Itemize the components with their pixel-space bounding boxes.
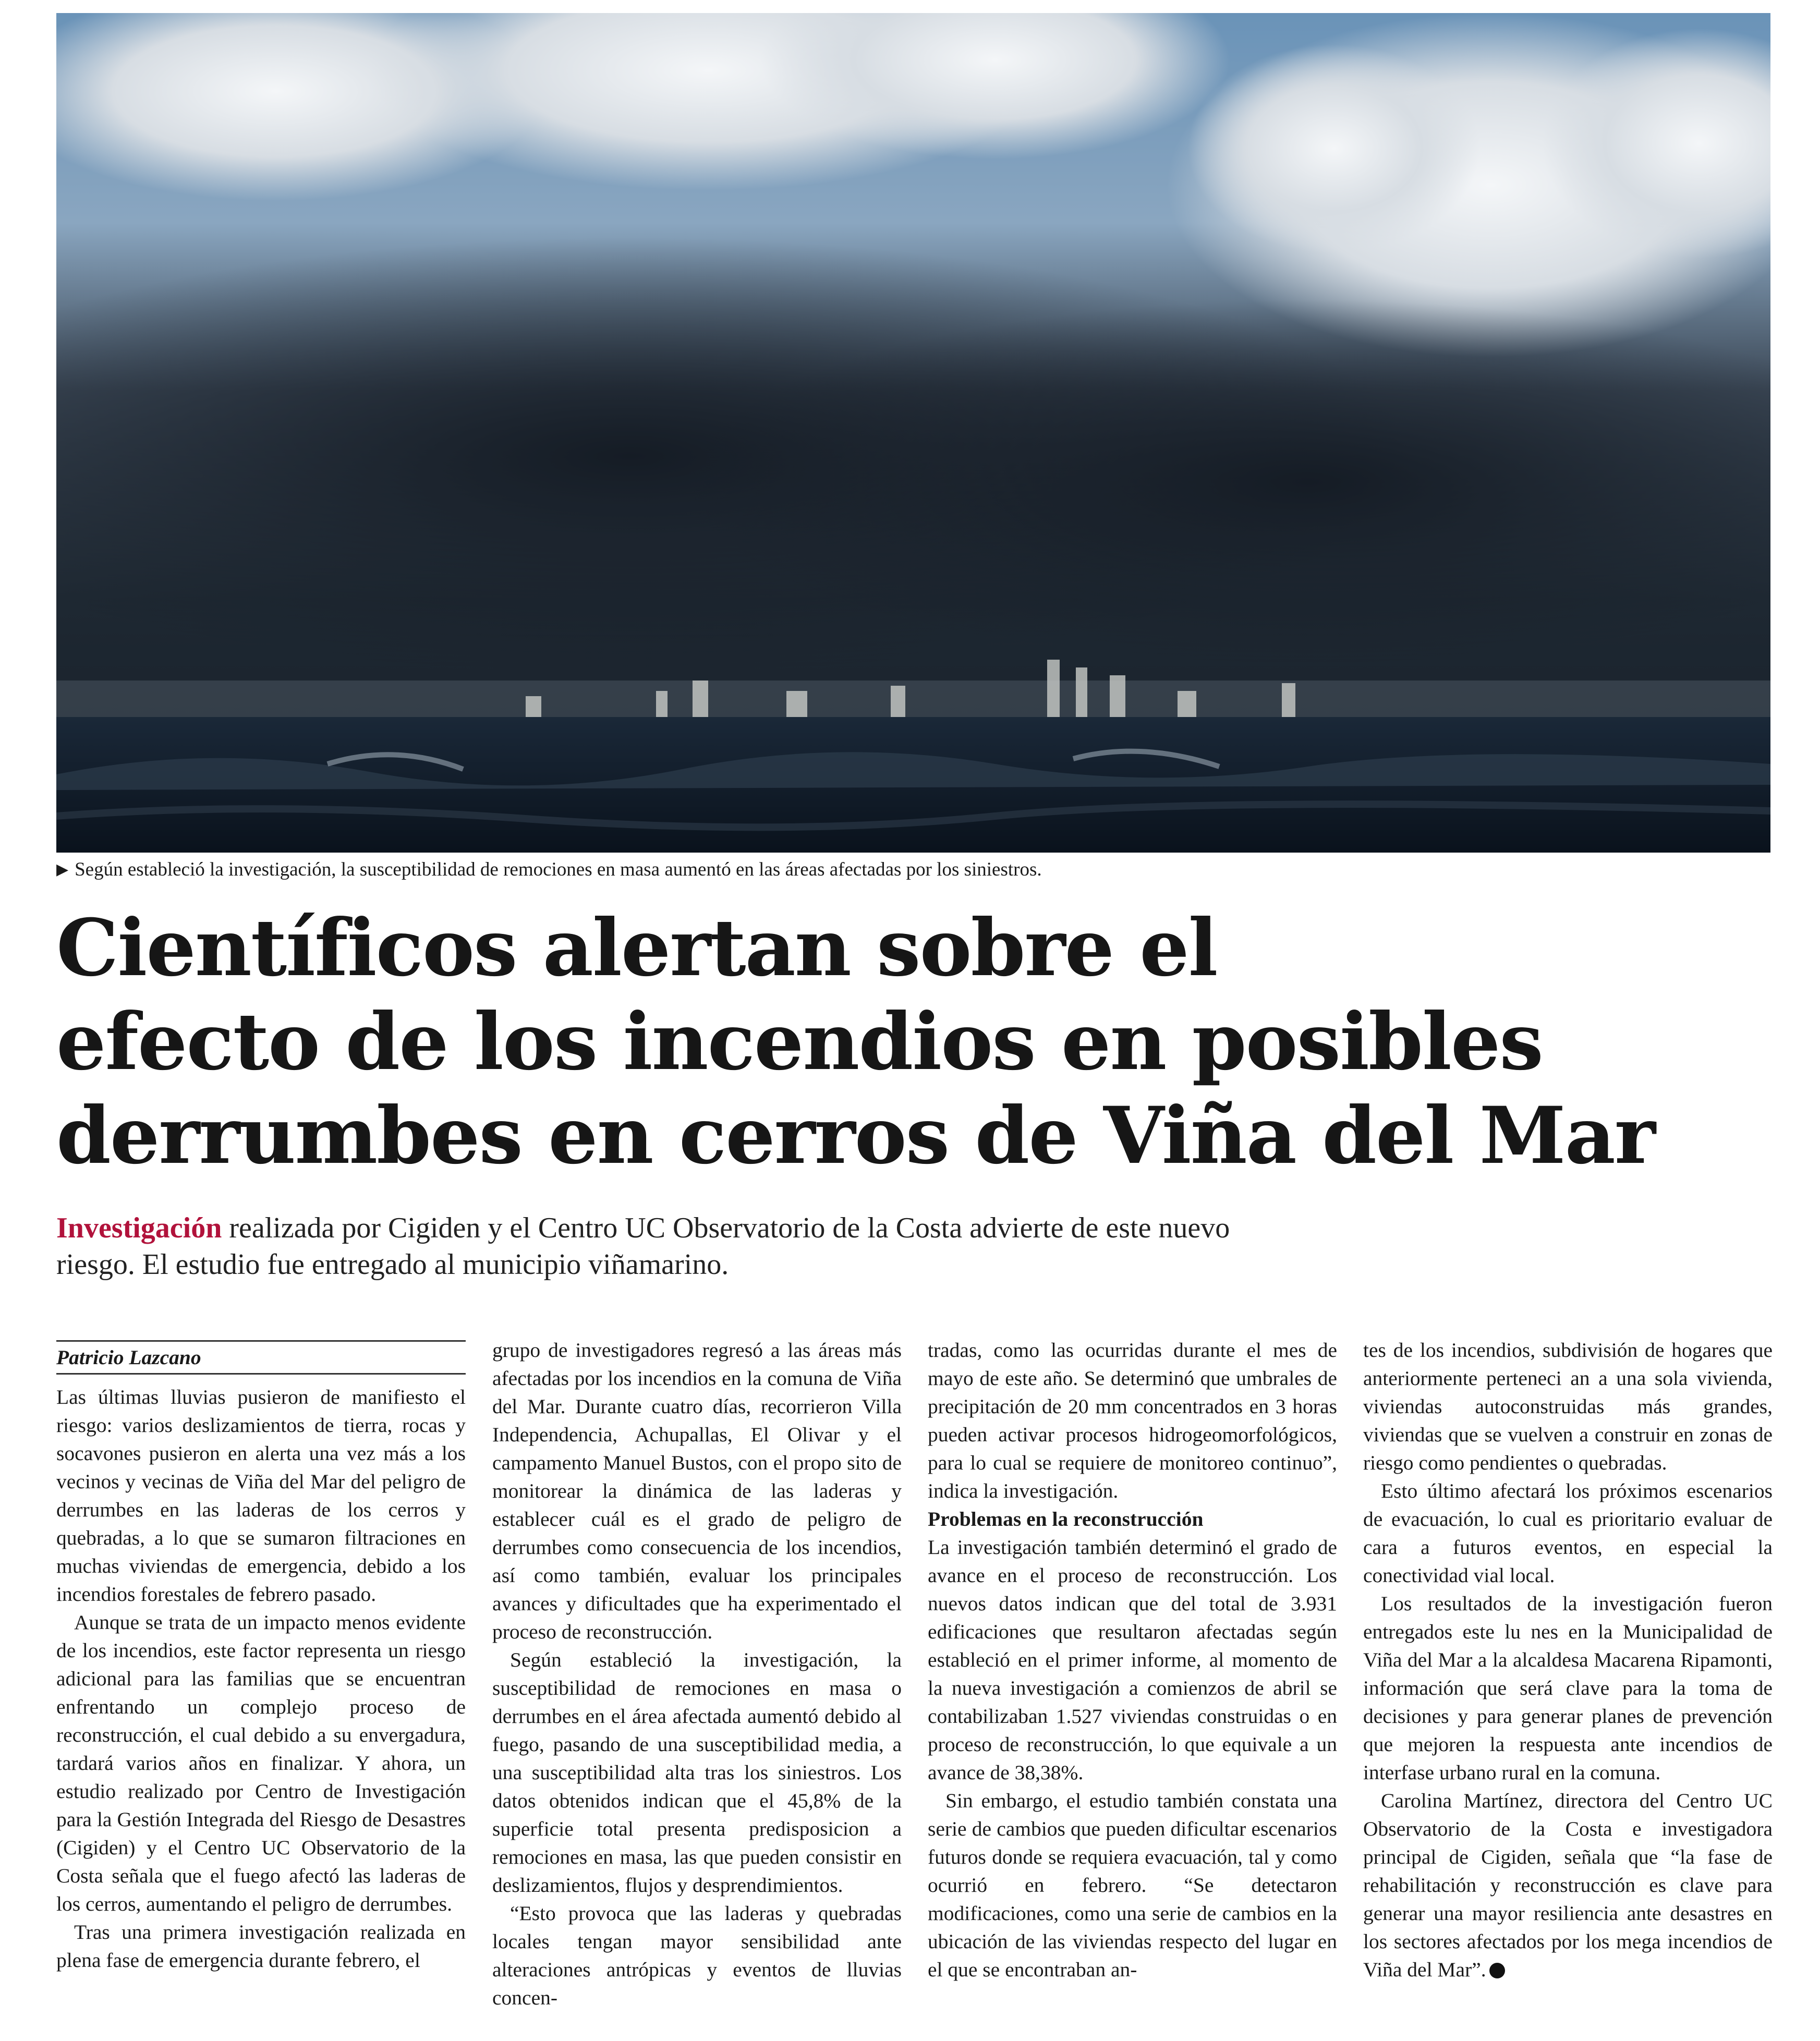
article-column-2 bbox=[492, 1336, 902, 2012]
paragraph: Según estableció la investigación, la susceptibilidad de remociones en masa o derrumbes en el área afectada aumentó debido al fuego, pasando de una susceptibilidad media, a una susceptibilidad alta tras los siniestros. Los datos obtenidos indican que el 45,8% de la superficie total presenta predisposicion a remociones en masa, las que pueden consistir en deslizamientos, flujos y desprendimientos. bbox=[492, 1648, 902, 1897]
end-mark-icon bbox=[1489, 1963, 1505, 1978]
headline-line: efecto de los incendios en posibles bbox=[56, 996, 1543, 1088]
article-column-1 bbox=[56, 1336, 466, 1974]
paragraph: tradas, como las ocurridas durante el mes de mayo de este año. Se determinó que umbrales de precipitación de 20 mm concentrados en 3 horas pueden activar procesos hidrogeomorfológicos, para lo cual se requiere de monitoreo continuo”, indica la investigación. bbox=[928, 1339, 1337, 1502]
caption-text: Según estableció la investigación, la susceptibilidad de remociones en masa aumentó en las áreas afectadas por los siniestros. bbox=[75, 859, 1042, 880]
paragraph-final-text: Carolina Martínez, directora del Centro UC Observatorio de la Costa e investigadora principal de Cigiden, señala que “la fase de rehabilitación y reconstrucción es clave para generar una mayor resiliencia ante desastres en los sectores afectados por los mega incendios de Viña del Mar”. bbox=[1363, 1789, 1773, 1981]
paragraph-final bbox=[1363, 1787, 1773, 1984]
deck-text: realizada por Cigiden y el Centro UC Observatorio de la Costa advierte de este nuevo riesgo. El estudio fue entregado al municipio viñamarino. bbox=[56, 1212, 1230, 1281]
photo-caption bbox=[56, 858, 1770, 882]
paragraph: “Esto provoca que las laderas y quebradas locales tengan mayor sensibilidad ante alteraciones antrópicas y eventos de lluvias concen- bbox=[492, 1902, 902, 2009]
paragraph: Las últimas lluvias pusieron de manifiesto el riesgo: varios deslizamientos de tierra, rocas y socavones pusieron en alerta una vez más a los vecinos y vecinas de Viña del Mar del peligro de derrumbes en las laderas de los cerros y quebradas, a lo que se sumaron filtraciones en muchas viviendas de emergencia, debido a los incendios forestales de febrero pasado. bbox=[56, 1386, 466, 1606]
paragraph: Tras una primera investigación realizada en plena fase de emergencia durante febrero, el bbox=[56, 1921, 466, 1972]
article-photo bbox=[56, 13, 1770, 853]
byline: Patricio Lazcano bbox=[56, 1340, 466, 1375]
paragraph: Aunque se trata de un impacto menos evidente de los incendios, este factor representa un riesgo adicional para las familias que se encuentran enfrentando un complejo proceso de reconstrucción, el cual debido a su envergadura, tardará varios años en finalizar. Y ahora, un estudio realizado por Centro de Investigación para la Gestión Integrada del Riesgo de Desastres (Cigiden) y el Centro UC Observatorio de la Costa señala que el fuego afectó las laderas de los cerros, aumentando el peligro de derrumbes. bbox=[56, 1611, 466, 1915]
article-column-4 bbox=[1363, 1336, 1773, 1984]
headline-line: Científicos alertan sobre el bbox=[56, 902, 1217, 994]
paragraph: Los resultados de la investigación fueron entregados este lu nes en la Municipalidad de Viña del Mar a la alcaldesa Macarena Ripamonti, información que será clave para la toma de decisiones y para generar planes de prevención que mejoren la respuesta ante incendios de interfase urbano rural en la comuna. bbox=[1363, 1592, 1773, 1784]
paragraph: grupo de investigadores regresó a las áreas más afectadas por los incendios en la comuna de Viña del Mar. Durante cuatro días, recorrieron Villa Independencia, Achupallas, El Olivar y el campamento Manuel Bustos, con el propo sito de monitorear la dinámica de las laderas y establecer cuál es el grado de peligro de derrumbes como consecuencia de los incendios, así como también, evaluar los principales avances y dificultades que ha experimentado el proceso de reconstrucción. bbox=[492, 1339, 902, 1643]
paragraph: La investigación también determinó el grado de avance en el proceso de reconstrucción. Los nuevos datos indican que del total de 3.931 edificaciones que resultaron afectadas según estableció en el primer informe, al momento de la nueva investigación a comienzos de abril se contabilizaban 1.527 viviendas construidas o en proceso de reconstrucción, lo que equivale a un avance de 38,38%. bbox=[928, 1536, 1337, 1784]
headline bbox=[56, 901, 1770, 1183]
section-subhead: Problemas en la reconstrucción bbox=[928, 1508, 1204, 1530]
caption-triangle-icon: ▶ bbox=[56, 861, 69, 878]
deck bbox=[56, 1210, 1256, 1283]
headline-line: derrumbes en cerros de Viña del Mar bbox=[56, 1090, 1655, 1182]
paragraph: tes de los incendios, subdivisión de hogares que anteriormente perteneci an a una sola vivienda, viviendas autoconstruidas más grandes, viviendas que se vuelven a construir en zonas de riesgo como pendientes o quebradas. bbox=[1363, 1339, 1773, 1474]
paragraph: Esto último afectará los próximos escenarios de evacuación, lo cual es prioritario evaluar de cara a futuros eventos, en especial la conectividad vial local. bbox=[1363, 1479, 1773, 1587]
deck-keyword: Investigación bbox=[56, 1212, 222, 1244]
article-column-3 bbox=[928, 1336, 1337, 1984]
paragraph: Sin embargo, el estudio también constata una serie de cambios que pueden dificultar escenarios futuros donde se requiera evacuación, tal y como ocurrió en febrero. “Se detectaron modificaciones, como una serie de cambios en la ubicación de las viviendas respecto del lugar en el que se encontraban an- bbox=[928, 1789, 1337, 1981]
storm-clouds-over-city-photo bbox=[56, 13, 1770, 853]
